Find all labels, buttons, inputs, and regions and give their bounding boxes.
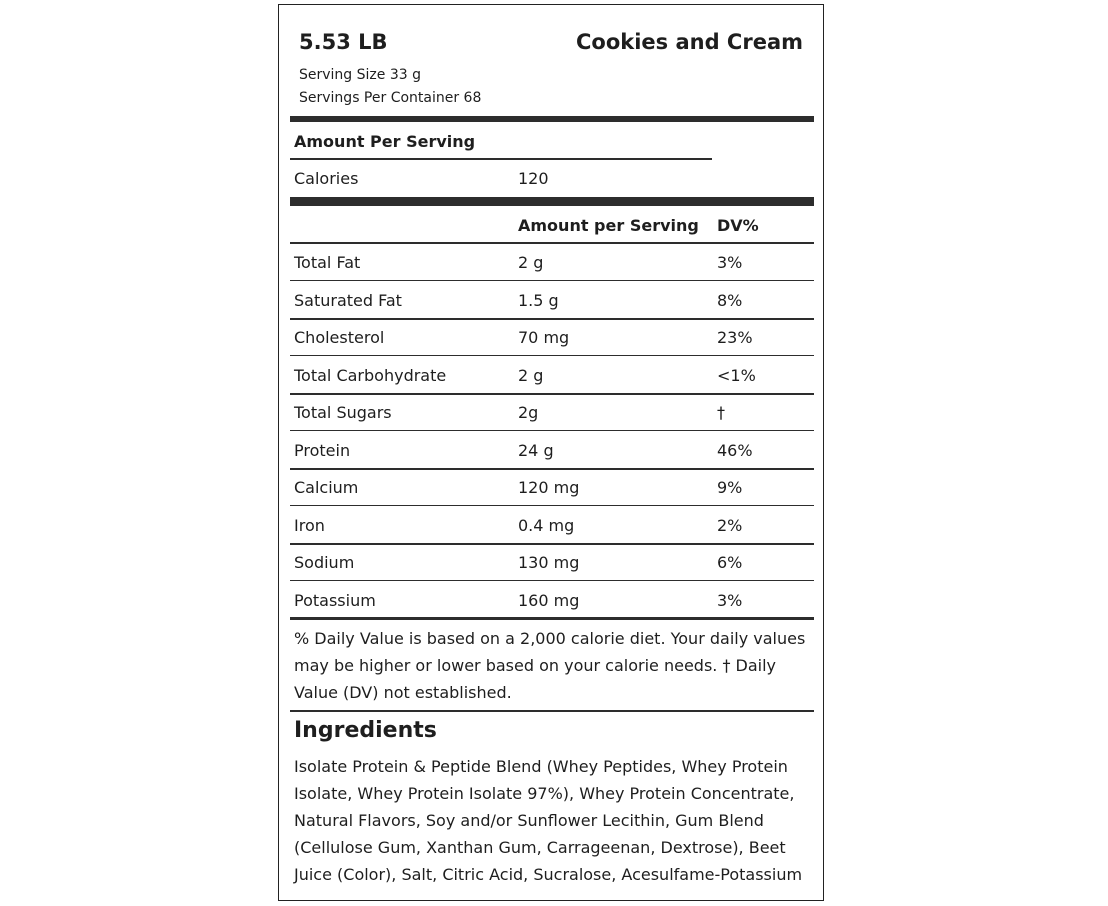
- column-header-amount: Amount per Serving: [518, 216, 699, 235]
- nutrient-amount: 120 mg: [518, 478, 580, 497]
- nutrient-name: Total Sugars: [294, 403, 392, 422]
- nutrient-amount: 2g: [518, 403, 539, 422]
- nutrition-facts-panel: [278, 4, 824, 901]
- nutrient-dv: 46%: [717, 440, 753, 460]
- net-weight: 5.53 LB: [299, 30, 388, 54]
- nutrient-dv: 2%: [717, 515, 743, 535]
- row-divider: [290, 580, 814, 581]
- nutrient-name: Cholesterol: [294, 328, 385, 347]
- row-divider: [290, 355, 814, 356]
- nutrient-dv: 23%: [717, 328, 753, 347]
- nutrient-dv: 9%: [717, 478, 743, 497]
- nutrient-name: Total Fat: [294, 253, 361, 272]
- servings-per-container: Servings Per Container 68: [299, 90, 482, 106]
- nutrient-amount: 0.4 mg: [518, 515, 575, 535]
- row-divider: [290, 468, 814, 470]
- divider: [290, 158, 712, 160]
- nutrient-amount: 70 mg: [518, 328, 570, 347]
- nutrient-name: Iron: [294, 515, 325, 535]
- row-divider: [290, 280, 814, 281]
- row-divider: [290, 505, 814, 506]
- daily-value-footnote: % Daily Value is based on a 2,000 calorie diet. Your daily values may be higher or lower based on your calorie needs. † Daily Value (DV) not established.: [294, 629, 806, 702]
- nutrient-dv: †: [717, 403, 725, 422]
- divider: [290, 617, 814, 620]
- row-divider: [290, 543, 814, 545]
- thick-divider: [290, 197, 814, 206]
- nutrient-amount: 24 g: [518, 440, 554, 460]
- column-header-dv: DV%: [717, 216, 759, 235]
- nutrient-dv: 6%: [717, 553, 743, 572]
- row-divider: [290, 318, 814, 320]
- divider: [290, 242, 814, 244]
- divider: [290, 710, 814, 712]
- row-divider: [290, 393, 814, 395]
- nutrient-name: Saturated Fat: [294, 290, 402, 310]
- nutrient-name: Total Carbohydrate: [294, 365, 447, 385]
- nutrient-dv: 8%: [717, 290, 743, 310]
- ingredients-text: Isolate Protein & Peptide Blend (Whey Peptides, Whey Protein Isolate, Whey Protein Isolate 97%), Whey Protein Concentrate, Natural Flavors, Soy and/or Sunflower Lecithin, Gum Blend (Cellulose Gum, Xanthan Gum, Carrageenan, Dextrose), Beet Juice (Color), Salt, Citric Acid, Sucralose, Acesulfame-Potassium: [294, 757, 803, 884]
- row-divider: [290, 430, 814, 431]
- calories-label: Calories: [294, 169, 359, 188]
- nutrient-dv: <1%: [717, 365, 756, 385]
- calories-value: 120: [518, 169, 549, 188]
- nutrient-amount: 1.5 g: [518, 290, 559, 310]
- nutrient-name: Potassium: [294, 590, 376, 610]
- nutrient-name: Calcium: [294, 478, 359, 497]
- amount-per-serving-heading: Amount Per Serving: [294, 132, 476, 151]
- nutrient-amount: 2 g: [518, 365, 544, 385]
- nutrient-amount: 130 mg: [518, 553, 580, 572]
- nutrient-amount: 2 g: [518, 253, 544, 272]
- flavor-name: Cookies and Cream: [575, 30, 803, 54]
- nutrient-dv: 3%: [717, 590, 743, 610]
- nutrient-name: Protein: [294, 440, 351, 460]
- nutrient-dv: 3%: [717, 253, 743, 272]
- ingredients-title: Ingredients: [294, 718, 437, 743]
- thick-divider: [290, 116, 814, 122]
- nutrient-name: Sodium: [294, 553, 355, 572]
- serving-size: Serving Size 33 g: [299, 67, 421, 83]
- nutrient-amount: 160 mg: [518, 590, 580, 610]
